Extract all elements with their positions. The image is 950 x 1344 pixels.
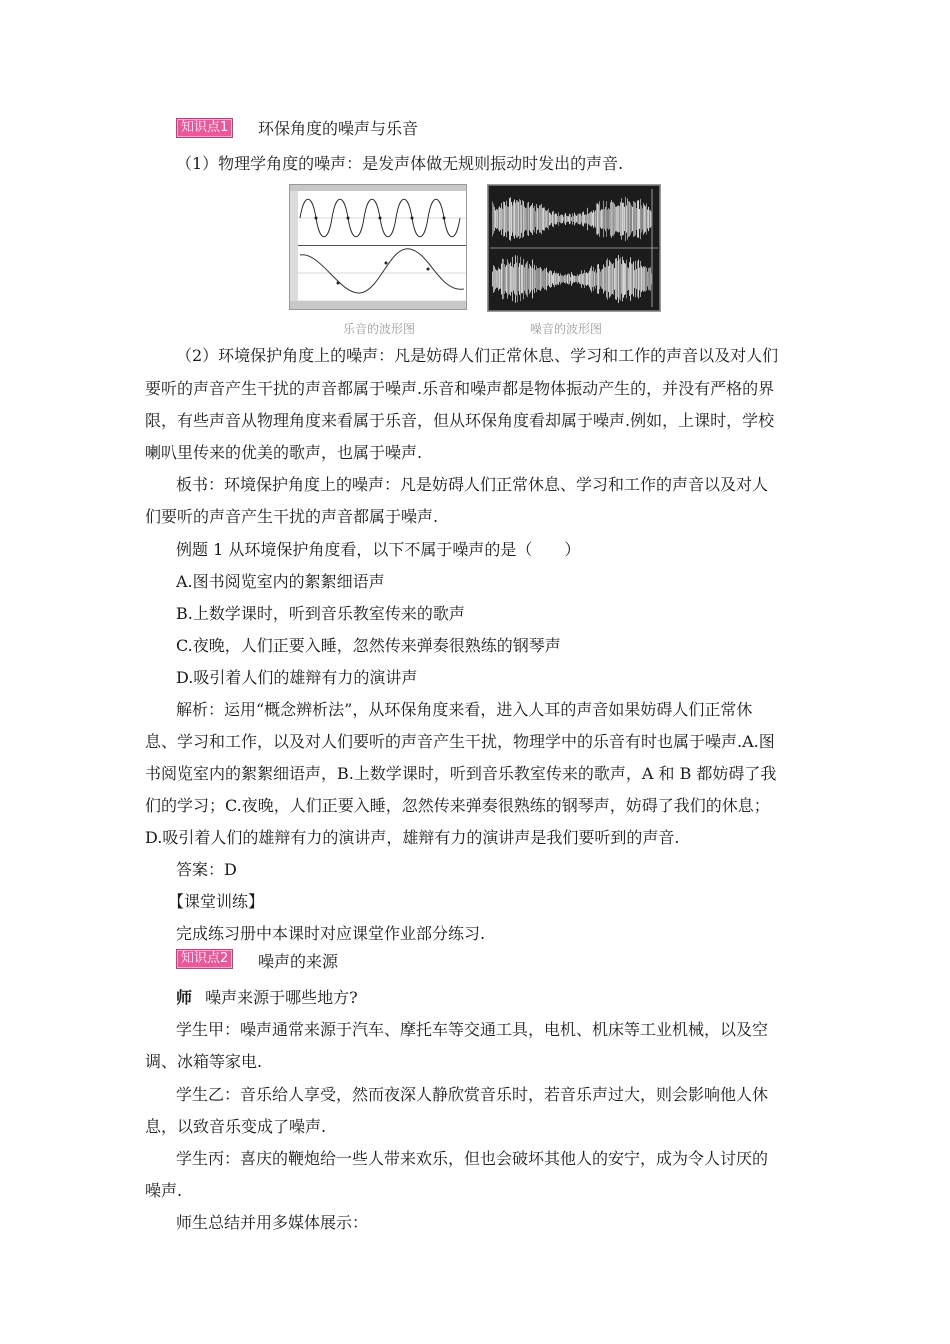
answer-text: 答案：D — [176, 860, 237, 879]
para2-line-1: （2）环境保护角度上的噪声：凡是妨碍人们正常休息、学习和工作的声音以及对人们 — [176, 346, 779, 365]
analysis-line-4: 们的学习；C.夜晚，人们正要入睡，忽然传来弹奏很熟练的钢琴声，妨碍了我们的休息； — [145, 796, 770, 815]
knowledge-point-badge-1: 知识点1 — [176, 118, 233, 138]
student-c-line-2: 噪声. — [145, 1181, 183, 1200]
music-waveform-caption: 乐音的波形图 — [343, 322, 416, 336]
board-line-1: 板书：环境保护角度上的噪声：凡是妨碍人们正常休息、学习和工作的声音以及对人 — [176, 475, 769, 494]
student-a-line-1: 学生甲：噪声通常来源于汽车、摩托车等交通工具，电机、机床等工业机械，以及空 — [176, 1020, 769, 1039]
example-option-a: A.图书阅览室内的絮絮细语声 — [176, 572, 385, 591]
section-title-2: 噪声的来源 — [258, 952, 339, 971]
analysis-line-1: 解析：运用“概念辨析法”，从环保角度来看，进入人耳的声音如果妨碍人们正常休 — [176, 700, 753, 719]
point-1-text: （1）物理学角度的噪声：是发声体做无规则振动时发出的声音. — [176, 154, 624, 173]
student-c-line-1: 学生丙：喜庆的鞭炮给一些人带来欢乐，但也会破坏其他人的安宁，成为令人讨厌的 — [176, 1149, 769, 1168]
student-b-line-2: 息，以致音乐变成了噪声. — [145, 1117, 327, 1136]
student-a-line-2: 调、冰箱等家电. — [145, 1052, 263, 1071]
para2-line-2: 要听的声音产生干扰的声音都属于噪声.乐音和噪声都是物体振动产生的，并没有严格的界 — [145, 379, 775, 398]
summary-text: 师生总结并用多媒体展示： — [176, 1213, 369, 1232]
analysis-line-5: D.吸引着人们的雄辩有力的演讲声，雄辩有力的演讲声是我们要听到的声音. — [145, 828, 680, 847]
noise-waveform-figure — [487, 184, 661, 312]
noise-waveform-graphic — [488, 185, 660, 311]
training-text: 完成练习册中本课时对应课堂作业部分练习. — [176, 924, 486, 943]
music-waveform-figure — [289, 184, 467, 310]
section-title-1: 环保角度的噪声与乐音 — [258, 119, 419, 138]
example-option-c: C.夜晚，人们正要入睡，忽然传来弹奏很熟练的钢琴声 — [176, 636, 561, 655]
example-option-b: B.上数学课时，听到音乐教室传来的歌声 — [176, 604, 465, 623]
example-option-d: D.吸引着人们的雄辩有力的演讲声 — [176, 668, 418, 687]
analysis-line-3: 书阅览室内的絮絮细语声，B.上数学课时，听到音乐教室传来的歌声，A 和 B 都妨碍了我 — [145, 764, 777, 783]
training-title: 【课堂训练】 — [168, 892, 265, 911]
teacher-question: 噪声来源于哪些地方? — [205, 988, 358, 1007]
music-waveform-graphic — [290, 185, 466, 309]
analysis-line-2: 息、学习和工作，以及对人们要听的声音产生干扰，物理学中的乐音有时也属于噪声.A.图 — [145, 732, 775, 751]
knowledge-point-badge-2: 知识点2 — [176, 949, 233, 969]
noise-waveform-caption: 噪音的波形图 — [530, 322, 603, 336]
teacher-question-line — [176, 988, 358, 1008]
para2-line-3: 限，有些声音从物理角度来看属于乐音，但从环保角度看却属于噪声.例如，上课时，学校 — [145, 411, 775, 430]
board-line-2: 们要听的声音产生干扰的声音都属于噪声. — [145, 507, 439, 526]
para2-line-4: 喇叭里传来的优美的歌声，也属于噪声. — [145, 443, 423, 462]
student-b-line-1: 学生乙：音乐给人享受，然而夜深人静欣赏音乐时，若音乐声过大，则会影响他人休 — [176, 1085, 769, 1104]
teacher-label: 师 — [176, 988, 193, 1007]
example-question: 例题 1 从环境保护角度看，以下不属于噪声的是（ ） — [176, 540, 581, 559]
